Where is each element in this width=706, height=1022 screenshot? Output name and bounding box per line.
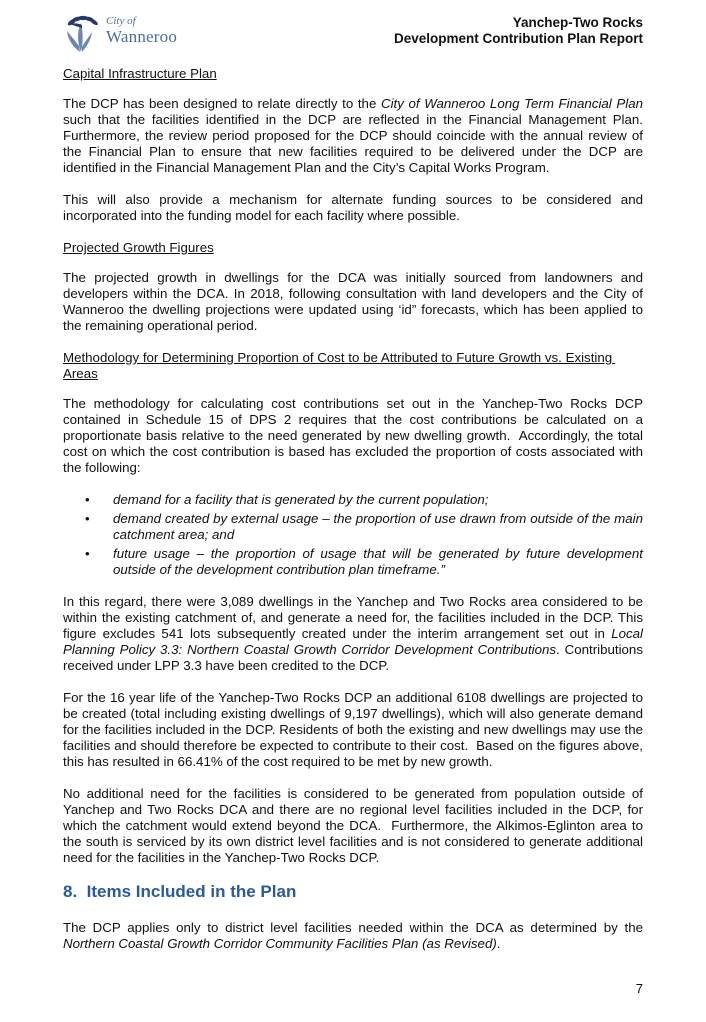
bullet-marker: • [85,546,90,561]
wanneroo-logo [63,12,177,54]
text-run: future usage – the proportion of usage that will be generated by future development outside of the development contribution plan timeframe.” [113,546,647,577]
report-title-line1: Yanchep-Two Rocks [512,15,643,30]
text-run: such that the facilities identified in the DCP are reflected in the Financial Management Plan. Furthermore, the review period proposed for the DCP should coincide with the annual review of the Financial Plan to ensure that new facilities required to be delivered under the DCP are identified in the Financial Management Plan and the City’s Capital Works Program. [63,96,651,175]
paragraph [63,690,647,770]
bullet-text [113,511,647,543]
bullet-item [63,546,647,578]
logo-wanneroo: Wanneroo [106,27,178,46]
bullet-item [63,492,643,508]
text-run: No additional need for the facilities is considered to be generated from population outside of Yanchep and Two Rocks DCA and there are no regional level facilities included in the DCP, for which the catchment would extend beyond the DCA. Furthermore, the Alkimos-Eglinton area to the south is serviced by its own district level facilities and is not considered to generate additional need for the facilities in the Yanchep-Two Rocks DCP. [63,786,647,865]
paragraph [63,270,647,334]
text-run: demand for a facility that is generated by the current population; [113,492,489,507]
text-run: This will also provide a mechanism for alternate funding sources to be considered and incorporated into the funding model for each facility where possible. [63,192,647,223]
section-heading [63,240,643,256]
text-run: The DCP has been designed to relate directly to the [63,96,381,111]
paragraph [63,396,647,476]
numbered-heading [63,882,643,902]
section-heading [63,350,643,382]
bullet-list [63,492,647,578]
document-body [63,66,651,952]
bullet-text [113,492,643,508]
text-run: The DCP applies only to district level facilities needed within the DCA as determined by the [63,920,647,935]
report-title-line2: Development Contribution Plan Report [393,31,643,46]
paragraph [63,920,647,952]
text-run: 8. Items Included in the Plan [63,882,297,901]
bullet-marker: • [85,492,90,507]
report-title [394,12,643,47]
paragraph [63,96,651,176]
text-run: Local Planning Policy 3.3: Northern Coastal Growth Corridor Development Contributions [63,626,647,657]
paragraph [63,594,647,674]
section-heading [63,66,643,82]
text-run: Northern Coastal Growth Corridor Community Facilities Plan (as Revised) [63,936,497,951]
text-run: In this regard, there were 3,089 dwellings in the Yanchep and Two Rocks area considered to be within the existing catchment of, and generate a need for, the facilities included in the DCP. This figure excludes 541 lots subsequently created under the interim arrangement set out in [63,594,647,641]
bullet-marker: • [85,511,90,526]
text-run: For the 16 year life of the Yanchep-Two Rocks DCP an additional 6108 dwellings are projected to be created (total including existing dwellings of 9,197 dwellings), which will also generate demand for the facilities included in the DCP. Residents of both the existing and new dwellings may use the facilities and should therefore be expected to contribute to their cost. Based on the figures above, this has resulted in 66.41% of the cost required to be met by new growth. [63,690,647,769]
text-run: Projected Growth Figures [63,240,214,255]
logo-city-of: City of [106,15,136,27]
page-header [63,12,643,58]
text-run: The methodology for calculating cost contributions set out in the Yanchep-Two Rocks DCP contained in Schedule 15 of DPS 2 requires that the cost contributions be calculated on a proportionate basis relative to the need generated by new dwelling growth. Accordingly, the total cost on which the cost contribution is based has excluded the proportion of costs associated with the following: [63,396,647,475]
text-run: City of Wanneroo Long Term Financial Plan [380,96,643,111]
kangaroo-paw-icon [63,12,101,54]
paragraph [63,786,647,866]
text-run: The projected growth in dwellings for the DCA was initially sourced from landowners and developers within the DCA. In 2018, following consultation with land developers and the City of Wanneroo the dwelling projections were updated using ‘id” forecasts, which has been applied to the remaining operational period. [63,270,647,333]
text-run: . [496,936,501,951]
text-run: Methodology for Determining Proportion of Cost to be Attributed to Future Growth vs. Existing Areas [63,350,616,381]
bullet-text [113,546,647,578]
page-number: 7 [635,981,643,996]
text-run: Capital Infrastructure Plan [63,66,217,81]
bullet-item [63,511,647,543]
text-run: demand created by external usage – the proportion of use drawn from outside of the main catchment area; and [113,511,647,542]
paragraph [63,192,647,224]
text-run: . Contributions received under LPP 3.3 have been credited to the DCP. [63,642,647,673]
logo-wordmark [106,12,177,45]
